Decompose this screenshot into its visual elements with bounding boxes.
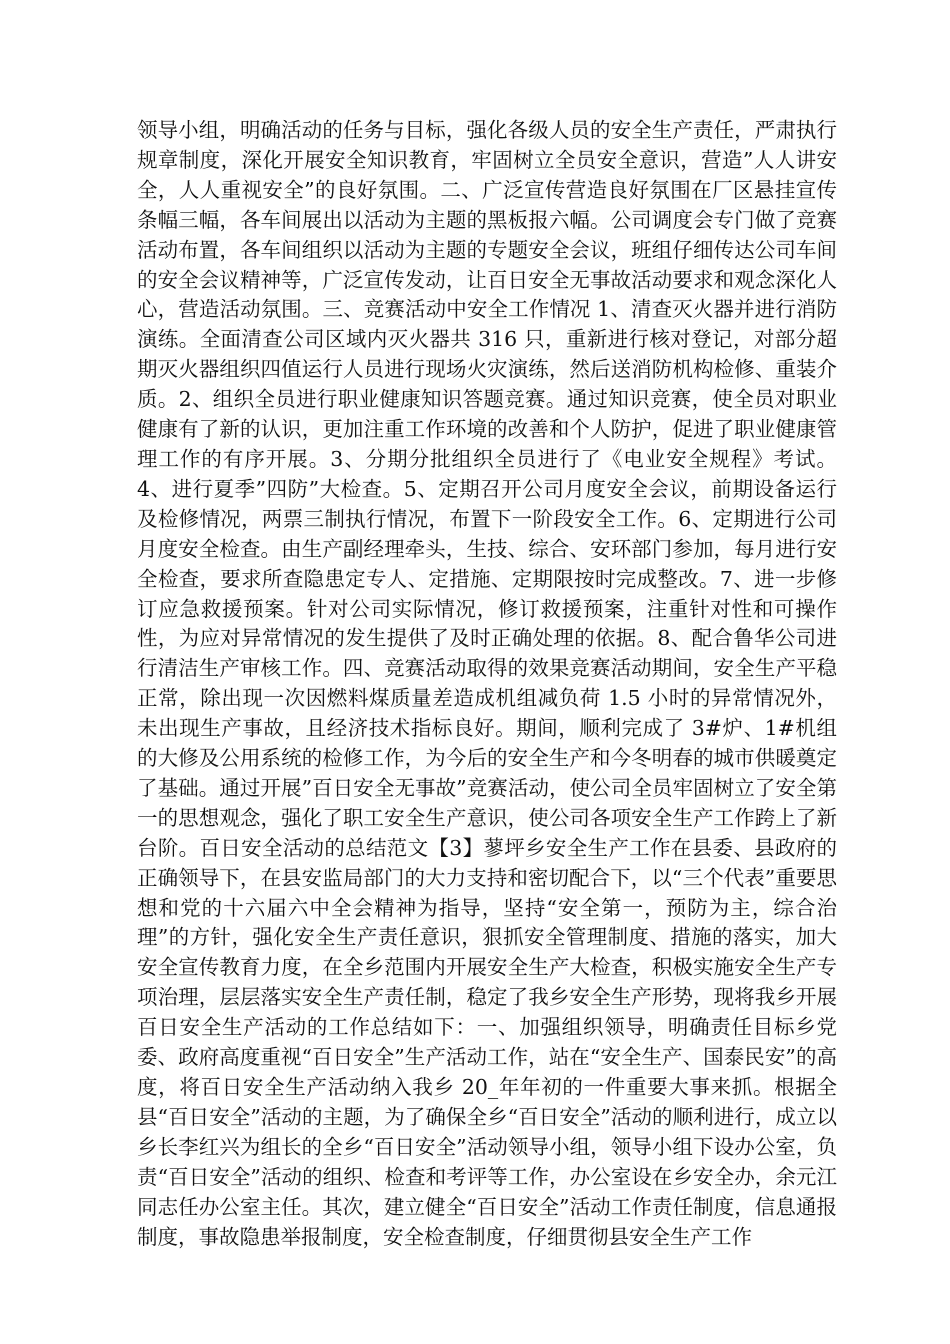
body-text: 领导小组，明确活动的任务与目标，强化各级人员的安全生产责任，严肃执行规章制度，深化开展安全知识教育，牢固树立全员安全意识，营造”人人讲安全，人人重视安全”的良好氛围。二、广泛宣传营造良好氛围在厂区悬挂宣传条幅三幅，各车间展出以活动为主题的黑板报六幅。公司调度会专门做了竞赛活动布置，各车间组织以活动为主题的专题安全会议，班组仔细传达公司车间的安全会议精神等，广泛宣传发动，让百日安全无事故活动要求和观念深化人心，营造活动氛围。三、竞赛活动中安全工作情况 1、清查灭火器并进行消防演练。全面清查公司区域内灭火器共 316 只，重新进行核对登记，对部分超期灭火器组织四值运行人员进行现场火灾演练，然后送消防机构检修、重装介质。2、组织全员进行职业健康知识答题竞赛。通过知识竞赛，使全员对职业健康有了新的认识，更加注重工作环境的改善和个人防护，促进了职业健康管理工作的有序开展。3、分期分批组织全员进行了《电业安全规程》考试。4、进行夏季”四防”大检查。5、定期召开公司月度安全会议，前期设备运行及检修情况，两票三制执行情况，布置下一阶段安全工作。6、定期进行公司月度安全检查。由生产副经理牵头，生技、综合、安环部门参加，每月进行安全检查，要求所查隐患定专人、定措施、定期限按时完成整改。7、进一步修订应急救援预案。针对公司实际情况，修订救援预案，注重针对性和可操作性，为应对异常情况的发生提供了及时正确处理的依据。8、配合鲁华公司进行清洁生产审核工作。四、竞赛活动取得的效果竞赛活动期间，安全生产平稳正常，除出现一次因燃料煤质量差造成机组减负荷 1.5 小时的异常情况外，未出现生产事故，且经济技术指标良好。期间，顺利完成了 3#炉、1#机组的大修及公用系统的检修工作，为今后的安全生产和今冬明春的城市供暖奠定了基础。通过开展”百日安全无事故”竞赛活动，使公司全员牢固树立了安全第一的思想观念，强化了职工安全生产意识，使公司各项安全生产工作跨上了新台阶。百日安全活动的总结范文【3】蓼坪乡安全生产工作在县委、县政府的正确领导下，在县安监局部门的大力支持和密切配合下，以“三个代表”重要思想和党的十六届六中全会精神为指导，坚持“安全第一，预防为主，综合治理”的方针，强化安全生产责任意识，狠抓安全管理制度、措施的落实，加大安全宣传教育力度，在全乡范围内开展安全生产大检查，积极实施安全生产专项治理，层层落实安全生产责任制，稳定了我乡安全生产形势，现将我乡开展百日安全生产活动的工作总结如下：一、加强组织领导，明确责任目标乡党委、政府高度重视“百日安全”生产活动工作，站在“安全生产、国泰民安”的高度，将百日安全生产活动纳入我乡 20_年年初的一件重要大事来抓。根据全县“百日安全”活动的主题，为了确保全乡“百日安全”活动的顺利进行，成立以乡长李红兴为组长的全乡“百日安全”活动领导小组，领导小组下设办公室，负责“百日安全”活动的组织、检查和考评等工作，办公室设在乡安全办，余元江同志任办公室主任。其次，建立健全“百日安全”活动工作责任制度，信息通报制度，事故隐患举报制度，安全检查制度，仔细贯彻县安全生产工作 [137, 118, 837, 1249]
